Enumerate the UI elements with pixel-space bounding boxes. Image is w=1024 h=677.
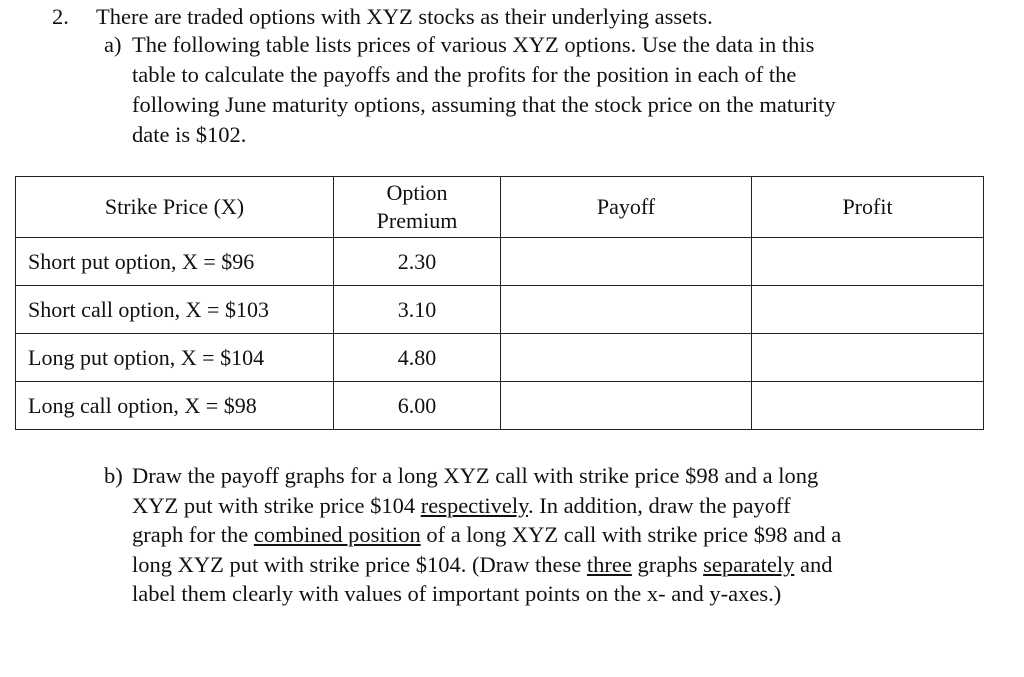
profit-cell: [752, 334, 984, 382]
option-premium: 3.10: [334, 286, 501, 334]
header-profit: Profit: [752, 177, 984, 238]
option-name: Short put option, X = $96: [16, 238, 334, 286]
part-b-line-5: label them clearly with values of important points on the x- and y-axes.): [132, 581, 782, 606]
option-name: Long put option, X = $104: [16, 334, 334, 382]
text-run: and: [794, 551, 833, 577]
underlined-combined-position: combined position: [253, 522, 421, 547]
underlined-three: three: [586, 551, 632, 577]
header-premium-line-2: Premium: [376, 208, 458, 233]
payoff-cell: [501, 334, 752, 382]
part-a-label: a): [104, 32, 122, 57]
table-row: [16, 286, 984, 334]
header-option-premium: [334, 177, 501, 238]
text-run: graph for the: [132, 522, 254, 547]
part-b-line-1: Draw the payoff graphs for a long XYZ call with strike price $98 and a long: [132, 463, 819, 488]
text-run: long XYZ put with strike price $104. (Draw these: [132, 551, 587, 577]
text-run: XYZ put with strike price $104: [132, 492, 421, 518]
payoff-cell: [501, 238, 752, 286]
payoff-cell: [501, 286, 752, 334]
part-b: [104, 461, 841, 609]
part-b-line-4: [104, 550, 841, 580]
part-a-line-3: following June maturity options, assuming that the stock price on the maturity: [132, 92, 836, 117]
part-b-line-3: [104, 520, 841, 550]
profit-cell: [752, 382, 984, 430]
table-row: [16, 382, 984, 430]
option-name: Short call option, X = $103: [16, 286, 334, 334]
header-payoff: Payoff: [501, 177, 752, 238]
table-header-row: [16, 177, 984, 238]
option-premium: 2.30: [334, 238, 501, 286]
part-a-line-2: table to calculate the payoffs and the profits for the position in each of the: [132, 62, 797, 87]
option-premium: 6.00: [334, 382, 501, 430]
table-row: [16, 334, 984, 382]
part-a-line-1: The following table lists prices of various XYZ options. Use the data in this: [132, 32, 815, 57]
underlined-separately: separately: [703, 551, 795, 577]
part-b-line-2: [104, 491, 841, 521]
underlined-respectively: respectively: [420, 492, 528, 518]
header-premium-line-1: Option: [386, 180, 448, 205]
text-run: . In addition, draw the payoff: [527, 492, 791, 518]
text-run: graphs: [631, 551, 704, 577]
question-text: There are traded options with XYZ stocks as their underlying assets.: [96, 4, 713, 29]
option-premium: 4.80: [334, 334, 501, 382]
text-run: of a long XYZ call with strike price $98 and a: [420, 522, 842, 547]
profit-cell: [752, 238, 984, 286]
question-heading: [52, 2, 713, 32]
table-row: [16, 238, 984, 286]
part-a-line-4: date is $102.: [132, 122, 247, 147]
part-a: [104, 30, 836, 150]
profit-cell: [752, 286, 984, 334]
part-b-label: b): [104, 463, 123, 488]
question-number: 2.: [52, 4, 69, 29]
header-strike-price: Strike Price (X): [16, 177, 334, 238]
payoff-cell: [501, 382, 752, 430]
option-name: Long call option, X = $98: [16, 382, 334, 430]
options-table: [15, 176, 984, 430]
